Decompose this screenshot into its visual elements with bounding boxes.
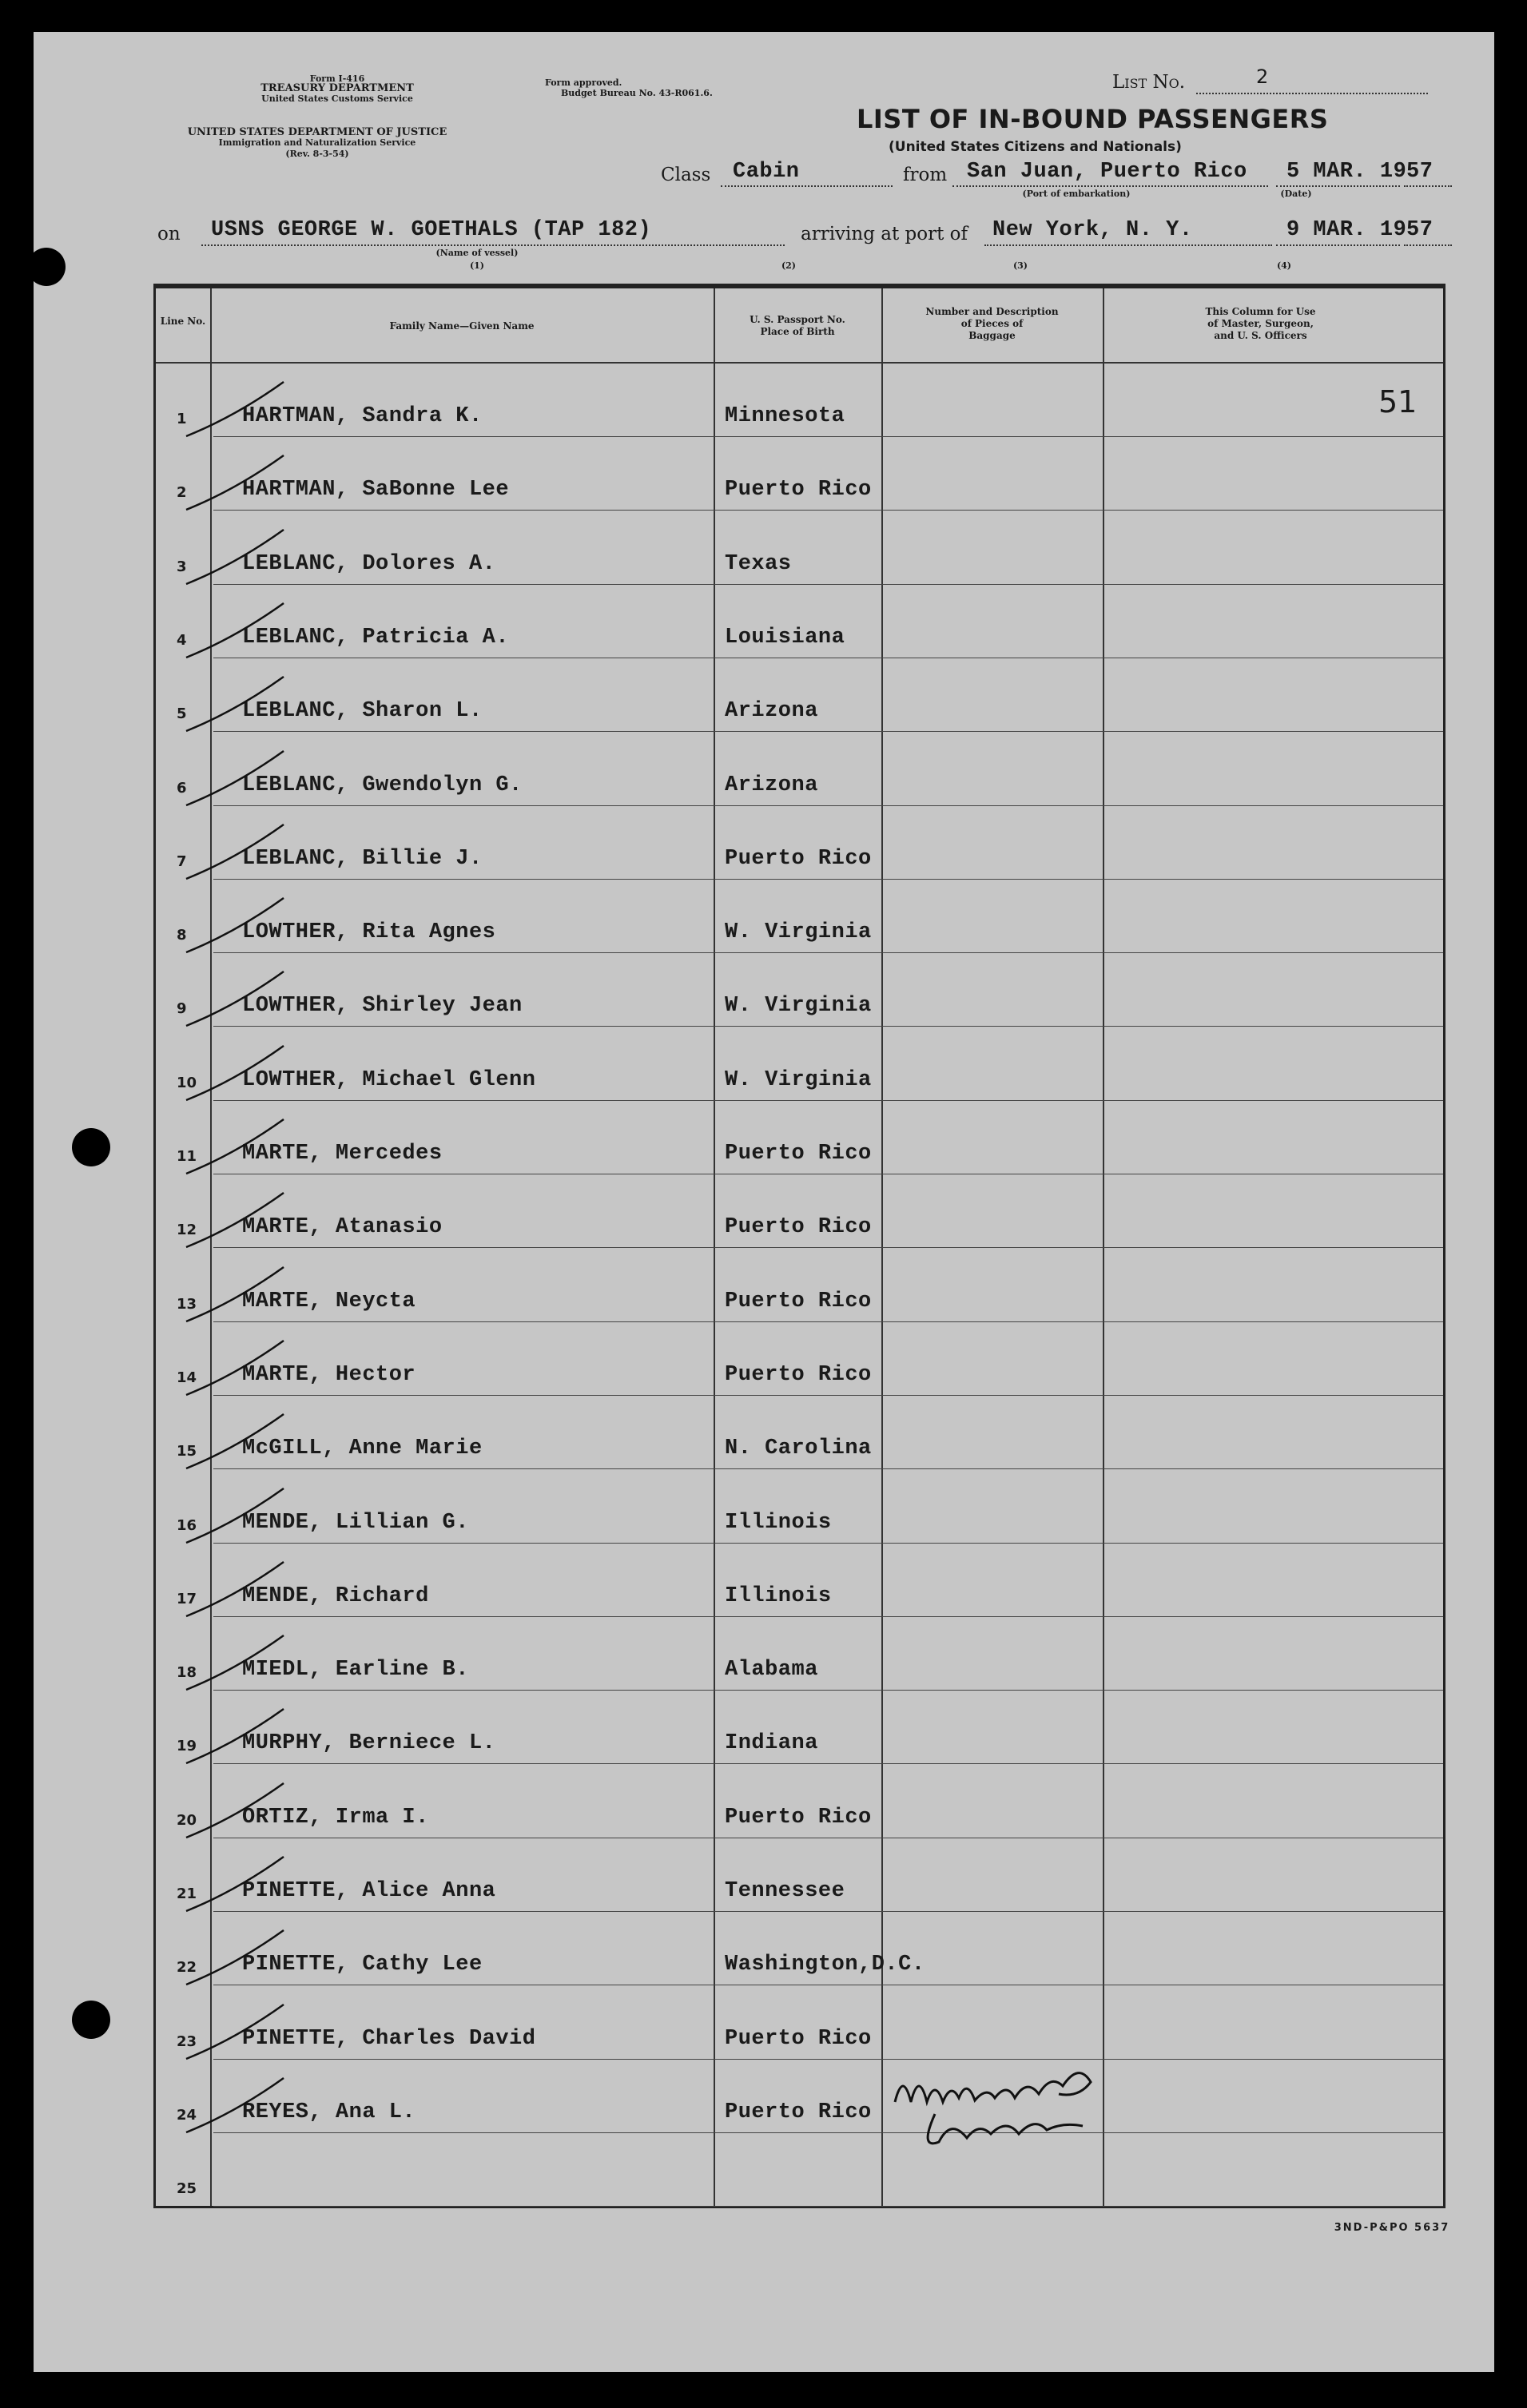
line-number: 24	[177, 2106, 197, 2124]
line-number: 7	[177, 852, 187, 870]
departure-year: 57	[1406, 160, 1434, 184]
passenger-name: ORTIZ, Irma I.	[242, 1805, 429, 1830]
check-mark	[180, 1699, 324, 1771]
vessel-name: USNS GEORGE W. GOETHALS (TAP 182)	[211, 218, 652, 242]
place-of-birth: Puerto Rico	[725, 1805, 872, 1830]
line-number: 1	[177, 411, 187, 427]
place-of-birth: Minnesota	[725, 404, 845, 428]
table-row	[156, 1618, 1443, 1691]
place-of-birth: Illinois	[725, 1510, 832, 1535]
check-mark	[180, 446, 324, 518]
check-mark	[180, 1183, 324, 1255]
list-no-underline	[1196, 93, 1428, 94]
place-of-birth: W. Virginia	[725, 994, 872, 1019]
passenger-name: PINETTE, Charles David	[242, 2026, 536, 2051]
treasury-dept: TREASURY DEPARTMENT	[260, 82, 414, 94]
list-no-label: List No.	[1112, 72, 1186, 93]
port-of-embarkation: San Juan, Puerto Rico	[967, 160, 1247, 184]
check-mark	[180, 741, 324, 813]
row-rule	[213, 1468, 1443, 1469]
page-subtitle: (United States Citizens and Nationals)	[889, 139, 1182, 155]
row-rule	[213, 2206, 1443, 2207]
place-of-birth: Washington,D.C.	[725, 1953, 925, 1977]
line-number: 12	[177, 1222, 197, 1239]
line-number: 13	[177, 1295, 197, 1313]
line-number: 21	[177, 1885, 197, 1902]
passenger-name: LEBLANC, Gwendolyn G.	[242, 773, 523, 797]
table-row	[156, 1987, 1443, 2060]
check-mark	[180, 1921, 324, 1993]
passenger-name: MARTE, Neycta	[242, 1289, 416, 1313]
svg-text:Munson Insp: Munson Insp	[935, 2154, 940, 2155]
place-of-birth: W. Virginia	[725, 1067, 872, 1092]
year-underline	[1404, 185, 1452, 187]
port-embark-caption: (Port of embarkation)	[1022, 189, 1131, 199]
line-number: 20	[177, 1811, 197, 1829]
table-row	[156, 2134, 1443, 2207]
check-mark	[180, 1995, 324, 2067]
passenger-name: McGILL, Anne Marie	[242, 1436, 483, 1461]
row-rule	[213, 1026, 1443, 1027]
arrival-date: 9 MAR. 19	[1286, 218, 1407, 242]
table-row	[156, 1028, 1443, 1102]
place-of-birth: Tennessee	[725, 1879, 845, 1903]
line-number: 18	[177, 1664, 197, 1682]
row-rule	[213, 952, 1443, 953]
passenger-name: LEBLANC, Billie J.	[242, 846, 483, 871]
row-rule	[213, 1911, 1443, 1912]
check-mark	[180, 2068, 324, 2140]
arrival-year-underline	[1404, 244, 1452, 246]
passenger-name: MARTE, Hector	[242, 1362, 416, 1387]
inspector-signature	[887, 2054, 1103, 2158]
place-of-birth: Arizona	[725, 773, 818, 797]
place-of-birth: Arizona	[725, 699, 818, 724]
line-number: 23	[177, 2032, 197, 2050]
on-label: on	[157, 224, 181, 244]
row-rule	[213, 1395, 1443, 1396]
row-rule	[213, 805, 1443, 806]
check-mark	[180, 1405, 324, 1476]
document-sheet	[34, 32, 1494, 2372]
col2-caption: (2)	[781, 260, 797, 271]
check-mark	[180, 1110, 324, 1182]
row-rule	[213, 731, 1443, 732]
table-row	[156, 1102, 1443, 1175]
check-mark	[180, 1626, 324, 1698]
table-row	[156, 1544, 1443, 1618]
officer-annotation: 51	[1378, 384, 1418, 419]
row-rule	[213, 1247, 1443, 1248]
passenger-name: MIEDL, Earline B.	[242, 1658, 469, 1683]
place-of-birth: Texas	[725, 551, 792, 576]
list-no-value: 2	[1256, 66, 1269, 88]
revision: (Rev. 8-3-54)	[285, 149, 349, 159]
place-of-birth: Puerto Rico	[725, 1215, 872, 1240]
col4-caption: (4)	[1276, 260, 1292, 271]
punch-hole	[27, 248, 66, 286]
line-number: 11	[177, 1148, 197, 1165]
col-header-baggage: Number and Description of Pieces of Baggage	[925, 306, 1059, 341]
table-row	[156, 438, 1443, 511]
form-approved: Form approved.	[545, 77, 622, 88]
arrival-year: 57	[1406, 218, 1434, 242]
line-number: 22	[177, 1959, 197, 1977]
place-of-birth: Puerto Rico	[725, 2100, 872, 2124]
check-mark	[180, 1331, 324, 1403]
arriving-label: arriving at port of	[801, 224, 968, 244]
col-header-line-no: Line No.	[160, 316, 206, 327]
check-mark	[180, 1847, 324, 1919]
passenger-name: LOWTHER, Michael Glenn	[242, 1067, 536, 1092]
check-mark	[180, 1479, 324, 1551]
class-underline	[721, 185, 893, 187]
place-of-birth: Louisiana	[725, 625, 845, 650]
col3-caption: (3)	[1012, 260, 1028, 271]
passenger-name: LOWTHER, Rita Agnes	[242, 920, 496, 945]
row-rule	[213, 436, 1443, 437]
row-rule	[213, 1690, 1443, 1691]
table-row	[156, 364, 1443, 438]
arrival-date-underline	[1276, 244, 1400, 246]
check-mark	[180, 372, 324, 444]
departure-date: 5 MAR. 19	[1286, 160, 1407, 184]
passenger-name: MURPHY, Berniece L.	[242, 1731, 496, 1756]
passenger-name: MARTE, Mercedes	[242, 1142, 443, 1166]
col-header-officers: This Column for Use of Master, Surgeon, and U. S. Officers	[1205, 306, 1316, 341]
table-row	[156, 512, 1443, 586]
customs-service: United States Customs Service	[261, 93, 413, 104]
table-row	[156, 1471, 1443, 1544]
row-rule	[213, 1616, 1443, 1617]
line-number: 15	[177, 1443, 197, 1460]
class-value: Cabin	[733, 160, 800, 184]
passenger-name: MENDE, Richard	[242, 1583, 429, 1608]
check-mark	[180, 1774, 324, 1846]
place-of-birth: Puerto Rico	[725, 1289, 872, 1313]
line-number: 5	[177, 705, 187, 723]
passenger-name: LEBLANC, Patricia A.	[242, 625, 510, 650]
check-mark	[180, 667, 324, 739]
punch-hole	[72, 1128, 110, 1166]
passenger-name: LEBLANC, Sharon L.	[242, 699, 483, 724]
table-row	[156, 807, 1443, 880]
col-header-name: Family Name—Given Name	[389, 320, 535, 332]
place-of-birth: Puerto Rico	[725, 478, 872, 503]
vessel-caption: (Name of vessel)	[435, 248, 519, 258]
col-header-passport: U. S. Passport No. Place of Birth	[750, 314, 845, 337]
passenger-name: PINETTE, Cathy Lee	[242, 1953, 483, 1977]
passenger-table	[153, 284, 1445, 2208]
line-number: 25	[177, 2180, 197, 2198]
check-mark	[180, 1036, 324, 1108]
place-of-birth: Alabama	[725, 1658, 818, 1683]
check-mark	[180, 594, 324, 666]
row-rule	[213, 584, 1443, 585]
punch-hole	[72, 2001, 110, 2039]
passenger-name: HARTMAN, SaBonne Lee	[242, 478, 510, 503]
check-mark	[180, 1258, 324, 1329]
col1-caption: (1)	[469, 260, 485, 271]
from-label: from	[903, 165, 948, 185]
place-of-birth: N. Carolina	[725, 1436, 872, 1461]
table-row	[156, 733, 1443, 807]
line-number: 10	[177, 1074, 197, 1091]
table-row	[156, 954, 1443, 1027]
ins-service: Immigration and Naturalization Service	[218, 137, 416, 148]
passenger-name: LOWTHER, Shirley Jean	[242, 994, 523, 1019]
place-of-birth: Puerto Rico	[725, 2026, 872, 2051]
table-row	[156, 1323, 1443, 1397]
table-row	[156, 1691, 1443, 1765]
row-rule	[213, 1543, 1443, 1544]
form-number: Form I-416	[309, 74, 365, 84]
table-row	[156, 1250, 1443, 1323]
line-number: 14	[177, 1369, 197, 1386]
table-row	[156, 1397, 1443, 1470]
class-label: Class	[661, 165, 711, 185]
row-rule	[213, 2059, 1443, 2060]
table-row	[156, 1839, 1443, 1913]
table-row	[156, 1913, 1443, 1986]
passenger-name: PINETTE, Alice Anna	[242, 1879, 496, 1903]
row-rule	[213, 1321, 1443, 1322]
table-row	[156, 1175, 1443, 1249]
check-mark	[180, 1552, 324, 1624]
place-of-birth: W. Virginia	[725, 920, 872, 945]
table-row	[156, 586, 1443, 659]
justice-dept: UNITED STATES DEPARTMENT OF JUSTICE	[187, 126, 447, 138]
line-number: 17	[177, 1590, 197, 1607]
date-underline	[1276, 185, 1400, 187]
header-divider	[156, 362, 1443, 364]
row-rule	[213, 879, 1443, 880]
place-of-birth: Puerto Rico	[725, 846, 872, 871]
passenger-name: MENDE, Lillian G.	[242, 1510, 469, 1535]
footer-code: 3ND-P&PO 5637	[1334, 2222, 1450, 2234]
line-number: 4	[177, 631, 187, 649]
from-underline	[952, 185, 1268, 187]
passenger-name: LEBLANC, Dolores A.	[242, 551, 496, 576]
table-row	[156, 1766, 1443, 1839]
vessel-underline	[201, 244, 785, 246]
date-caption: (Date)	[1280, 189, 1312, 199]
check-mark	[180, 888, 324, 960]
row-rule	[213, 510, 1443, 511]
table-row	[156, 880, 1443, 954]
row-rule	[213, 2132, 1443, 2133]
check-mark	[180, 962, 324, 1034]
line-number: 6	[177, 779, 187, 797]
table-row	[156, 659, 1443, 733]
place-of-birth: Illinois	[725, 1583, 832, 1608]
table-row	[156, 2060, 1443, 2134]
line-number: 9	[177, 1000, 187, 1018]
passenger-name: MARTE, Atanasio	[242, 1215, 443, 1240]
check-mark	[180, 815, 324, 887]
check-mark	[180, 520, 324, 592]
line-number: 16	[177, 1516, 197, 1534]
page-title: LIST OF IN-BOUND PASSENGERS	[857, 104, 1329, 134]
place-of-birth: Puerto Rico	[725, 1362, 872, 1387]
budget-bureau: Budget Bureau No. 43-R061.6.	[561, 88, 713, 98]
arrival-port: New York, N. Y.	[992, 218, 1193, 242]
passenger-name: REYES, Ana L.	[242, 2100, 416, 2124]
passenger-name: HARTMAN, Sandra K.	[242, 404, 483, 428]
line-number: 8	[177, 927, 187, 944]
line-number: 3	[177, 558, 187, 575]
row-rule	[213, 1763, 1443, 1764]
line-number: 2	[177, 484, 187, 502]
place-of-birth: Puerto Rico	[725, 1142, 872, 1166]
place-of-birth: Indiana	[725, 1731, 818, 1756]
row-rule	[213, 1100, 1443, 1101]
line-number: 19	[177, 1738, 197, 1755]
arrival-port-underline	[984, 244, 1272, 246]
